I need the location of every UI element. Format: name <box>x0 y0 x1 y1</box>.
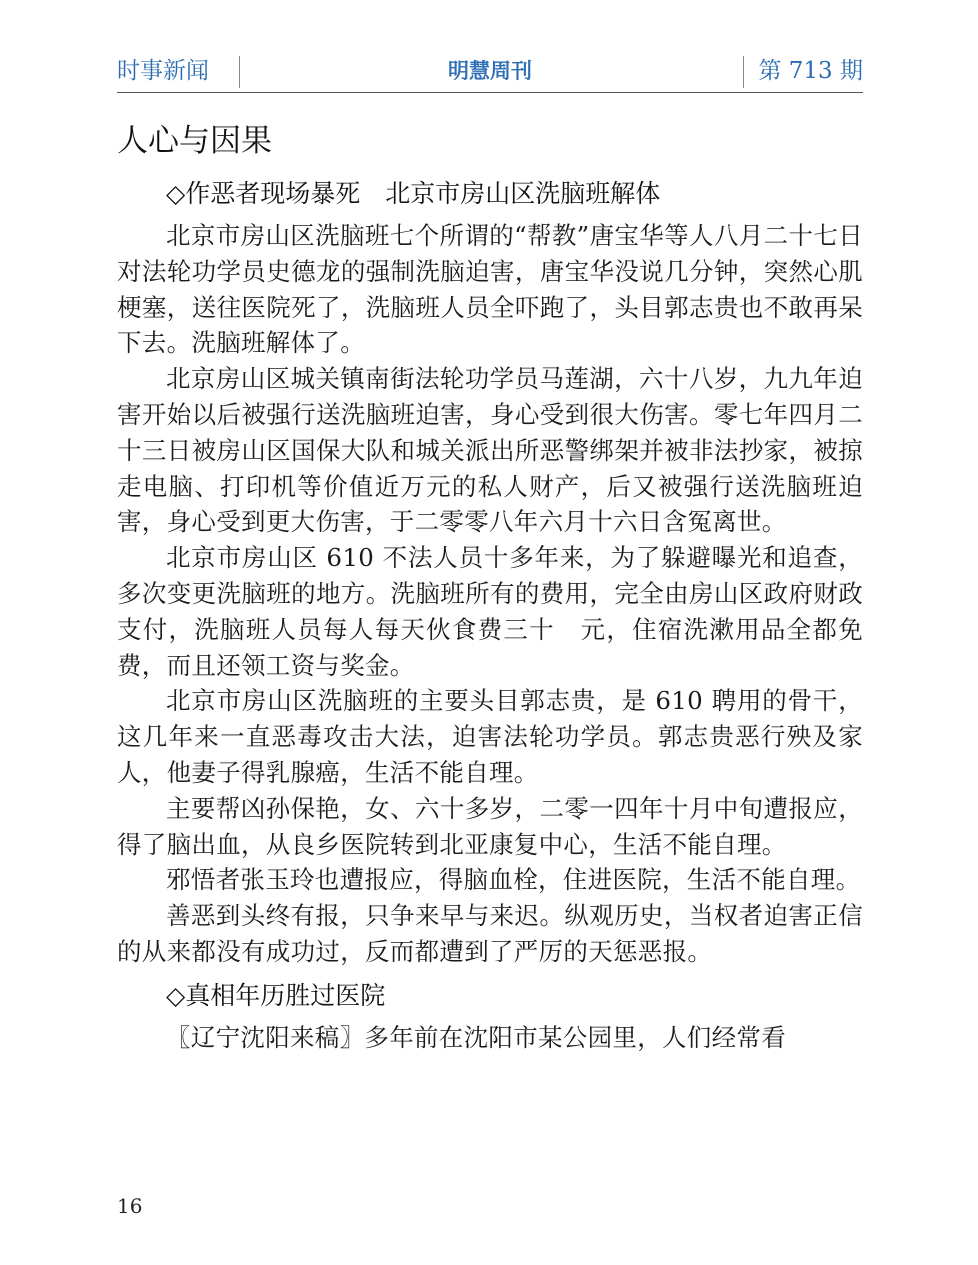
article-subhead: ◇真相年历胜过医院 <box>166 980 386 1010</box>
paragraph: 北京房山区城关镇南街法轮功学员马莲湖，六十八岁，九九年迫害开始以后被强行送洗脑班迫害，身心受到很大伤害。零七年四月二十三日被房山区国保大队和城关派出所恶警绑架并被非法抄家，被掠走电脑、打印机等价值近万元的私人财产，后又被强行送洗脑班迫害，身心受到更大伤害，于二零零八年六月十六日含冤离世。 <box>117 364 863 537</box>
header-issue-number: 第 713 期 <box>758 58 863 84</box>
paragraph: 主要帮凶孙保艳，女、六十多岁，二零一四年十月中旬遭报应，得了脑出血，从良乡医院转到北亚康复中心，生活不能自理。 <box>117 793 863 859</box>
paragraph: 善恶到头终有报，只争来早与来迟。纵观历史，当权者迫害正信的从来都没有成功过，反而都遭到了严厉的天惩恶报。 <box>117 901 863 966</box>
article-body <box>117 118 863 1056</box>
article-title: 人心与因果 <box>117 123 272 159</box>
article-subhead: ◇作恶者现场暴死 北京市房山区洗脑班解体 <box>166 179 661 208</box>
header-divider-right <box>743 56 744 88</box>
paragraph: 北京市房山区 610 不法人员十多年来，为了躲避曝光和追查，多次变更洗脑班的地方。洗脑班所有的费用，完全由房山区政府财政支付，洗脑班人员每人每天伙食费三十 元，住宿洗漱用品全都免费，而且还领工资与奖金。 <box>117 543 863 680</box>
paragraph: 北京市房山区洗脑班的主要头目郭志贵，是 610 聘用的骨干，这几年来一直恶毒攻击大法，迫害法轮功学员。郭志贵恶行殃及家人，他妻子得乳腺癌，生活不能自理。 <box>117 686 863 787</box>
header-publication-title: 明慧周刊 <box>448 59 532 83</box>
paragraph: 邪悟者张玉玲也遭报应，得脑血栓，住进医院，生活不能自理。 <box>166 865 861 895</box>
paragraph: 北京市房山区洗脑班七个所谓的“帮教”唐宝华等人八月二十七日对法轮功学员史德龙的强制洗脑迫害，唐宝华没说几分钟，突然心肌梗塞，送往医院死了，洗脑班人员全吓跑了，头目郭志贵也不敢再呆下去。洗脑班解体了。 <box>117 221 863 358</box>
page-header <box>117 50 863 93</box>
paragraph: 〖辽宁沈阳来稿〗多年前在沈阳市某公园里，人们经常看 <box>166 1022 786 1052</box>
header-section-label: 时事新闻 <box>117 58 209 84</box>
page-number: 16 <box>117 1194 143 1218</box>
